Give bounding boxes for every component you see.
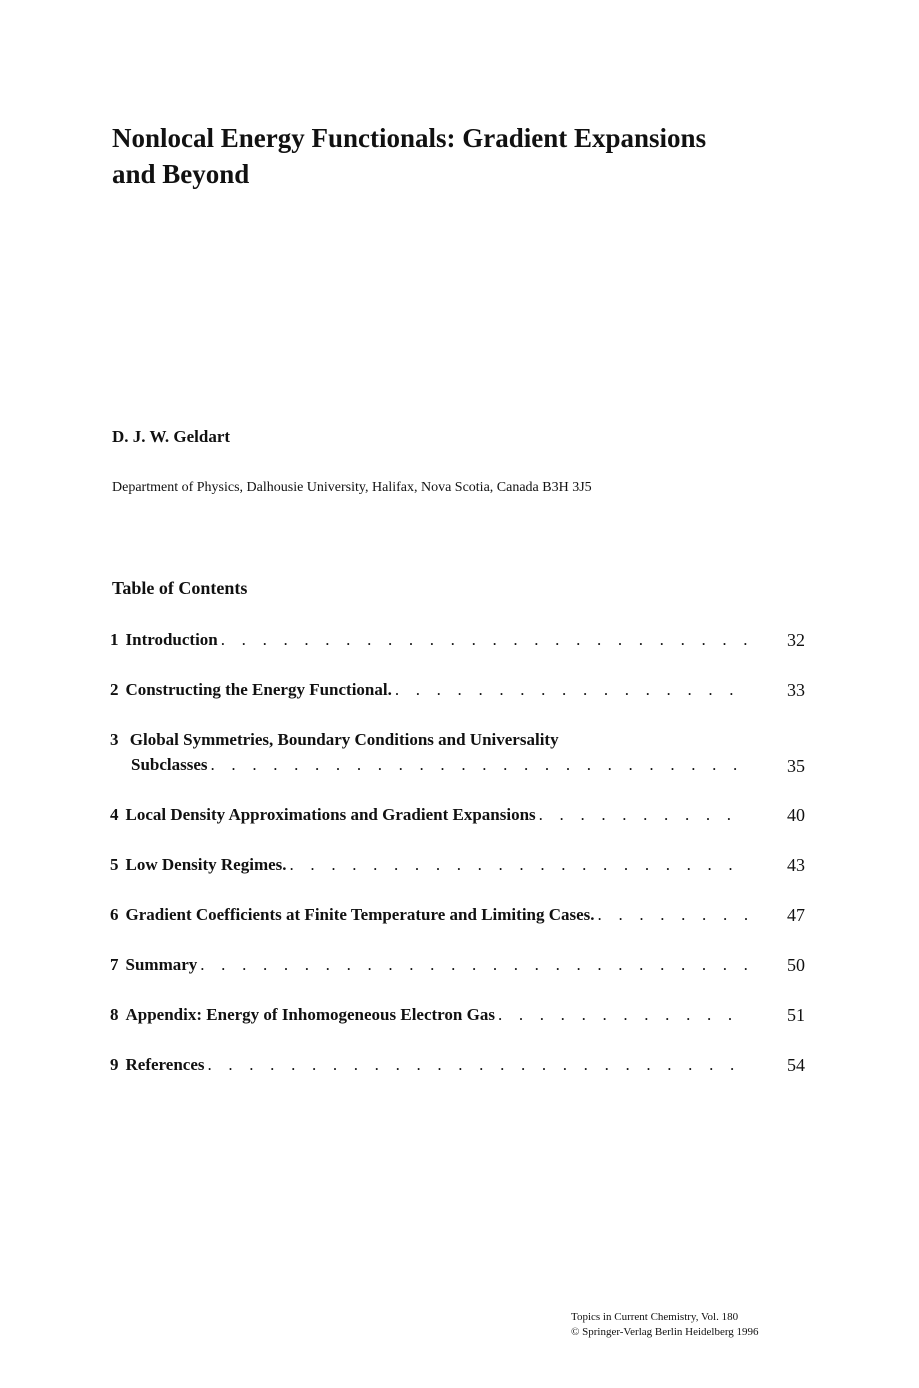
dot-leader	[218, 627, 748, 652]
toc-entry-page: 32	[787, 630, 805, 650]
toc-heading: Table of Contents	[112, 578, 248, 598]
series-volume-line: Topics in Current Chemistry, Vol. 180	[571, 1311, 739, 1323]
toc-entry-page: 47	[787, 905, 805, 925]
toc-entry-title: Constructing the Energy Functional.	[125, 680, 392, 699]
toc-entry-page: 50	[787, 955, 805, 975]
toc-entry-title: Global Symmetries, Boundary Conditions and Universality	[129, 730, 559, 749]
toc-entry-constructing-energy-functional[interactable]	[110, 677, 810, 702]
toc-entry-references[interactable]	[110, 1052, 810, 1077]
dot-leader	[392, 677, 748, 702]
toc-entry-page: 51	[787, 1005, 805, 1025]
toc-entry-number: 3	[110, 730, 119, 749]
toc-entry-local-density-approximations[interactable]	[110, 802, 810, 827]
toc-entry-page: 40	[787, 805, 805, 825]
publication-footer	[571, 1310, 759, 1340]
toc-entry-page: 43	[787, 855, 805, 875]
dot-leader	[536, 802, 748, 827]
title-line-1: Nonlocal Energy Functionals: Gradient Expansions	[112, 123, 707, 153]
toc-entry-page: 35	[787, 756, 805, 776]
toc-entry-title: Local Density Approximations and Gradient Expansions	[125, 805, 536, 824]
toc-entry-title: Summary	[125, 955, 198, 974]
toc-entry-page: 33	[787, 680, 805, 700]
author-affiliation: Department of Physics, Dalhousie University, Halifax, Nova Scotia, Canada B3H 3J5	[112, 480, 592, 495]
author-name: D. J. W. Geldart	[112, 427, 231, 446]
toc-entry-number: 1	[110, 630, 119, 649]
table-of-contents	[110, 627, 810, 1102]
copyright-line: © Springer-Verlag Berlin Heidelberg 1996	[571, 1326, 759, 1338]
toc-entry-page: 54	[787, 1055, 805, 1075]
toc-entry-number: 6	[110, 905, 119, 924]
dot-leader	[208, 752, 748, 777]
dot-leader	[204, 1052, 748, 1077]
toc-entry-number: 8	[110, 1005, 119, 1024]
toc-entry-title: Introduction	[125, 630, 218, 649]
toc-entry-number: 5	[110, 855, 119, 874]
title-line-2: and Beyond	[112, 159, 250, 189]
dot-leader	[495, 1002, 748, 1027]
toc-entry-title: References	[125, 1055, 205, 1074]
paper-title	[112, 120, 792, 192]
toc-entry-title: Low Density Regimes.	[125, 855, 287, 874]
dot-leader	[595, 902, 748, 927]
toc-entry-number: 2	[110, 680, 119, 699]
dot-leader	[287, 852, 748, 877]
toc-entry-title: Appendix: Energy of Inhomogeneous Electron Gas	[125, 1005, 495, 1024]
toc-entry-title-continued: Subclasses	[131, 755, 208, 774]
toc-entry-number: 4	[110, 805, 119, 824]
toc-entry-appendix[interactable]	[110, 1002, 810, 1027]
toc-entry-title: Gradient Coefficients at Finite Temperature and Limiting Cases.	[125, 905, 595, 924]
dot-leader	[197, 952, 748, 977]
toc-entry-global-symmetries[interactable]	[110, 727, 810, 777]
toc-entry-introduction[interactable]	[110, 627, 810, 652]
toc-entry-number: 7	[110, 955, 119, 974]
toc-entry-low-density-regimes[interactable]	[110, 852, 810, 877]
toc-entry-summary[interactable]	[110, 952, 810, 977]
toc-entry-number: 9	[110, 1055, 119, 1074]
toc-entry-gradient-coefficients[interactable]	[110, 902, 810, 927]
